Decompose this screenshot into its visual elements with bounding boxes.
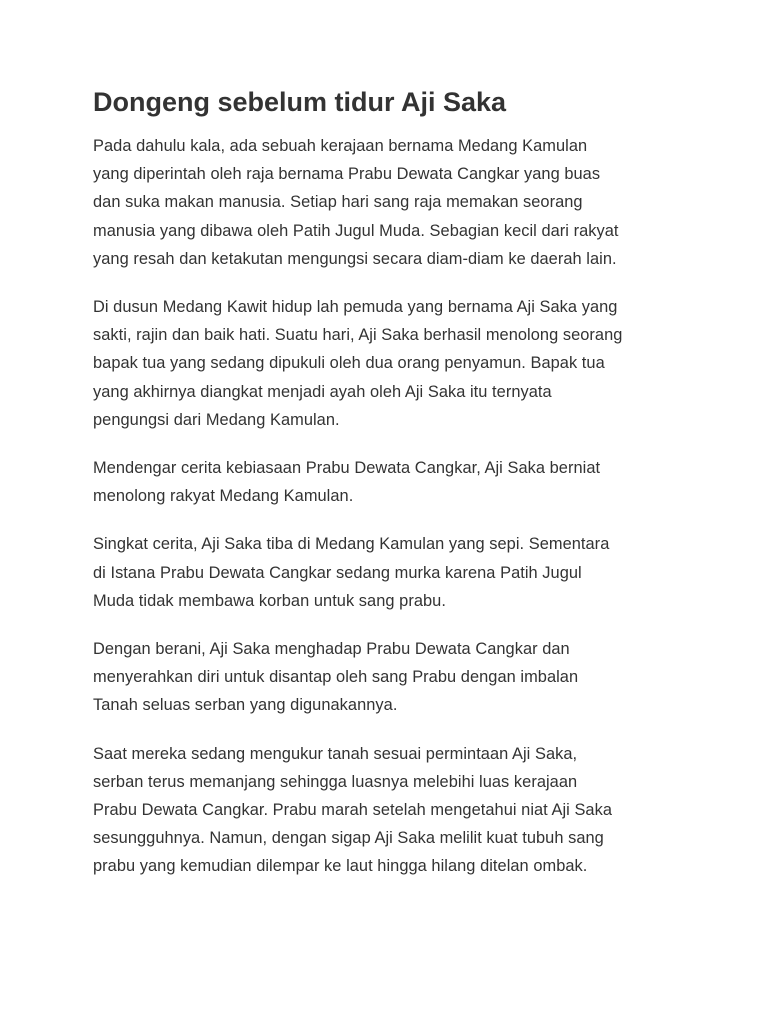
paragraph-6 <box>93 740 693 881</box>
text-line: Prabu Dewata Cangkar. Prabu marah setelah mengetahui niat Aji Saka <box>93 801 613 820</box>
text-line: Dengan berani, Aji Saka menghadap Prabu Dewata Cangkar dan <box>93 640 570 659</box>
text-line: yang diperintah oleh raja bernama Prabu Dewata Cangkar yang buas <box>93 165 601 184</box>
text-line: Mendengar cerita kebiasaan Prabu Dewata Cangkar, Aji Saka berniat <box>93 459 601 478</box>
text-line: sesungguhnya. Namun, dengan sigap Aji Saka melilit kuat tubuh sang <box>93 829 604 848</box>
paragraph-2 <box>93 293 693 434</box>
paragraph-3 <box>93 454 693 510</box>
text-line: manusia yang dibawa oleh Patih Jugul Muda. Sebagian kecil dari rakyat <box>93 221 619 240</box>
text-line: Tanah seluas serban yang digunakannya. <box>93 696 398 715</box>
text-line: Pada dahulu kala, ada sebuah kerajaan bernama Medang Kamulan <box>93 137 588 155</box>
text-line: Singkat cerita, Aji Saka tiba di Medang Kamulan yang sepi. Sementara <box>93 535 610 554</box>
text-line: prabu yang kemudian dilempar ke laut hingga hilang ditelan ombak. <box>93 857 588 876</box>
text-line: Di dusun Medang Kawit hidup lah pemuda yang bernama Aji Saka yang <box>93 298 618 317</box>
text-line: yang resah dan ketakutan mengungsi secara diam-diam ke daerah lain. <box>93 249 617 268</box>
text-line: Saat mereka sedang mengukur tanah sesuai permintaan Aji Saka, <box>93 744 578 763</box>
text-line: Muda tidak membawa korban untuk sang prabu. <box>93 591 446 610</box>
paragraph-5 <box>93 635 693 720</box>
document-title: Dongeng sebelum tidur Aji Saka <box>93 87 507 117</box>
paragraph-1 <box>93 132 693 273</box>
paragraph-4 <box>93 530 693 615</box>
text-line: dan suka makan manusia. Setiap hari sang raja memakan seorang <box>93 193 583 212</box>
text-line: menolong rakyat Medang Kamulan. <box>93 487 354 506</box>
text-line: yang akhirnya diangkat menjadi ayah oleh Aji Saka itu ternyata <box>93 382 552 401</box>
document-page <box>93 84 693 901</box>
text-line: pengungsi dari Medang Kamulan. <box>93 410 340 429</box>
text-line: sakti, rajin dan baik hati. Suatu hari, Aji Saka berhasil menolong seorang <box>93 326 623 345</box>
text-line: serban terus memanjang sehingga luasnya melebihi luas kerajaan <box>93 772 578 791</box>
text-line: di Istana Prabu Dewata Cangkar sedang murka karena Patih Jugul <box>93 563 582 582</box>
text-line: menyerahkan diri untuk disantap oleh sang Prabu dengan imbalan <box>93 668 579 687</box>
text-line: bapak tua yang sedang dipukuli oleh dua orang penyamun. Bapak tua <box>93 354 605 373</box>
